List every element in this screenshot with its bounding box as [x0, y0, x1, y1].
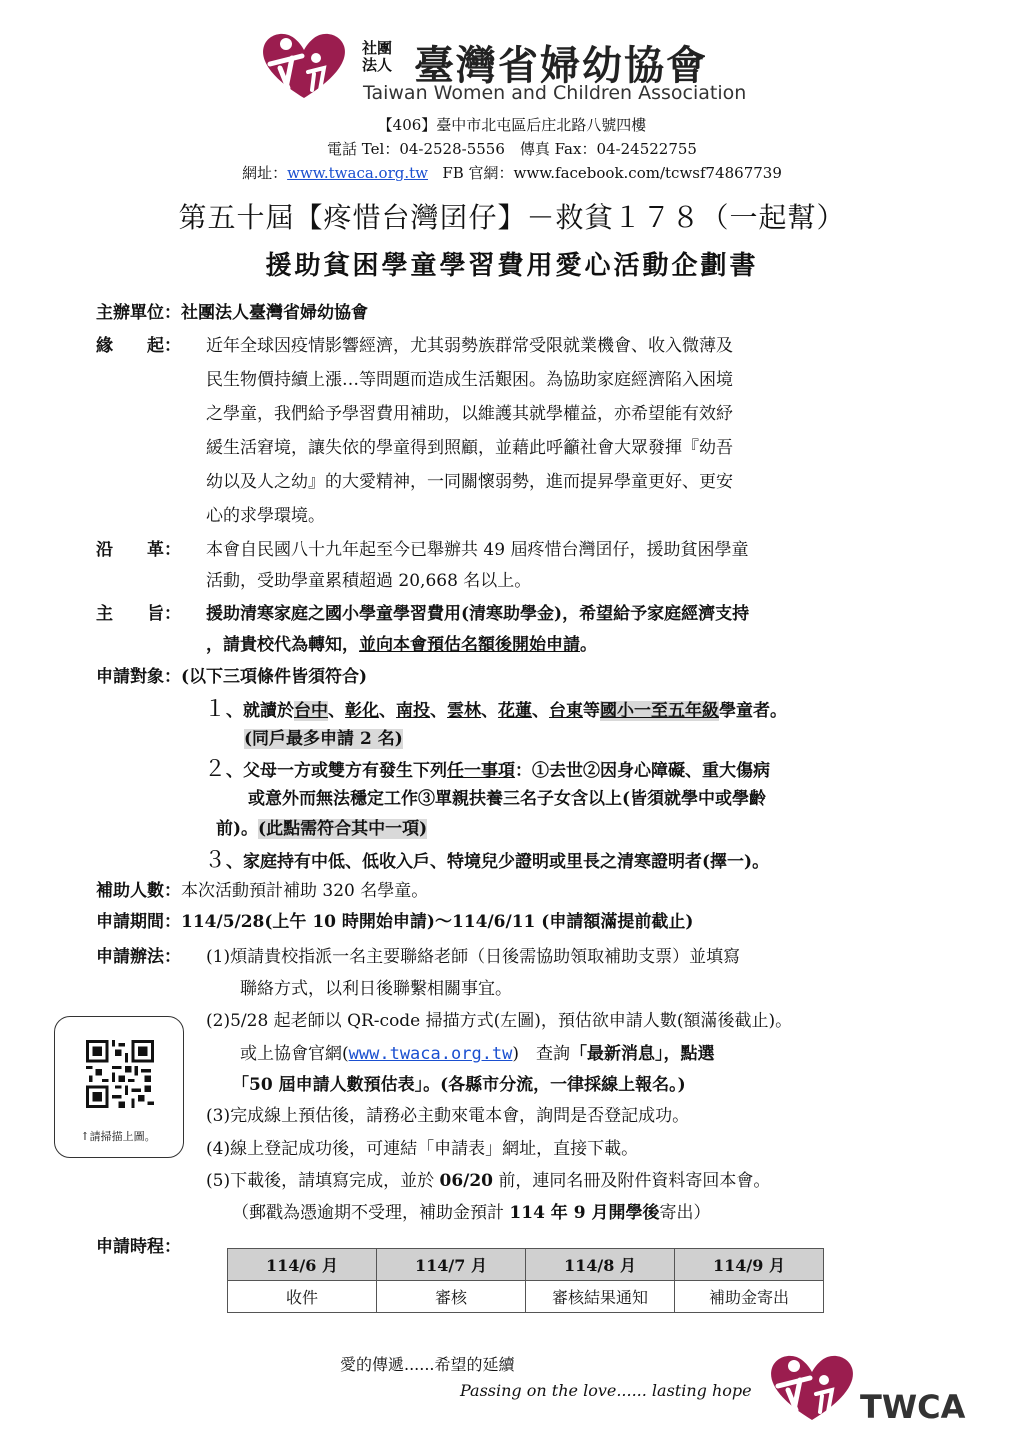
schedule-task-row	[228, 1281, 824, 1313]
item2-note: (此點需符合其中一項)	[258, 819, 428, 839]
step5-pre: (5)下載後，請填寫完成，並於	[206, 1171, 440, 1191]
period-label: 申請期間：	[96, 912, 181, 932]
county-taitung: 台東	[549, 701, 584, 721]
origin-line: 民生物價持續上漲…等問題而造成生活艱困。為協助家庭經濟陷入困境	[206, 370, 733, 390]
origin-line: 幼以及人之幼』的大愛精神，一同關懷弱勢，進而提昇學童更好、更安	[206, 472, 733, 492]
item1-mid: 等	[583, 701, 601, 721]
step5-note-pre: （郵戳為憑逾期不受理，補助金預計	[232, 1203, 510, 1223]
eligibility-item-1	[204, 694, 787, 727]
method-step-5-cont	[232, 1198, 710, 1229]
eligibility-item-2-line2: 或意外而無法穩定工作③單親扶養三名子女含以上(皆須就學中或學齡	[248, 789, 767, 809]
step2-mid: ) 查詢	[512, 1044, 571, 1064]
step5-post: 前，連同名冊及附件資料寄回本會。	[493, 1171, 771, 1191]
item-number: ３	[204, 848, 227, 873]
step5-send-time: 114 年 9 月開學後	[509, 1203, 660, 1223]
purpose-line2a: ，請貴校代為轉知，	[206, 635, 359, 655]
county-hualien: 花蓮	[498, 701, 533, 721]
twca-footer-logo-icon	[766, 1350, 858, 1422]
purpose-line2	[206, 630, 597, 661]
footer-slogan-en: Passing on the love...... lasting hope	[460, 1381, 752, 1400]
address: 【406】臺中市北屯區后庄北路八號四樓	[377, 116, 647, 134]
step2-latest-news: 「最新消息」，點選	[570, 1044, 715, 1064]
history-label: 沿 革：	[96, 540, 181, 560]
origin-line: 之學童，我們給予學習費用補助，以維護其就學權益，亦希望能有效紓	[206, 404, 733, 424]
schedule-month: 114/9 月	[675, 1249, 824, 1281]
quota-row	[96, 876, 428, 907]
qr-code-icon[interactable]	[86, 1040, 154, 1108]
sep: 、	[328, 701, 346, 721]
schedule-month: 114/7 月	[377, 1249, 526, 1281]
method-step-2-cont2: 「50 屆申請人數預估表」。(各縣市分流，一律採線上報名。)	[232, 1075, 686, 1095]
method-step-5	[206, 1166, 770, 1197]
history-line: 本會自民國八十九年起至今已舉辦共 49 屆疼惜台灣囝仔，援助貧困學童	[206, 540, 749, 560]
web-label: 網址：	[242, 164, 288, 182]
item-number: １	[204, 697, 227, 722]
purpose-apply-note: 並向本會預估名額後開始申請	[359, 635, 580, 655]
sep: 、	[379, 701, 397, 721]
twaca-website-link[interactable]: www.twaca.org.tw	[348, 1044, 513, 1064]
grade-range: 國小一至五年級	[600, 701, 720, 721]
schedule-label: 申請時程：	[96, 1237, 181, 1257]
item2-pre: 、父母一方或雙方有發生下列	[226, 761, 448, 781]
origin-line: 緩生活窘境，讓失依的學童得到照顧，並藉此呼籲社會大眾發揮『幼吾	[206, 438, 733, 458]
item-number: ２	[204, 757, 227, 782]
eligibility-item-2-line3	[216, 814, 427, 845]
org-prefix	[362, 40, 392, 74]
purpose-label: 主 旨：	[96, 604, 181, 624]
method-step-2: (2)5/28 起老師以 QR-code 掃描方式(左圖)，預估欲申請人數(額滿後截止)。	[206, 1011, 793, 1031]
period-value: 114/5/28(上午 10 時開始申請)～114/6/11 (申請額滿提前截止)	[181, 912, 694, 932]
item2-any: 任一事項	[447, 761, 516, 781]
org-prefix-line1: 社團	[362, 39, 393, 57]
org-name: 臺灣省婦幼協會	[414, 43, 708, 89]
county-yunlin: 雲林	[447, 701, 482, 721]
method-step-4: (4)線上登記成功後，可連結「申請表」網址，直接下載。	[206, 1139, 639, 1159]
schedule-month: 114/6 月	[228, 1249, 377, 1281]
quota-value: 本次活動預計補助 320 名學童。	[181, 881, 429, 901]
schedule-month: 114/8 月	[526, 1249, 675, 1281]
qr-caption: ↑請掃描上圖。	[80, 1130, 156, 1143]
eligibility-row	[96, 662, 367, 693]
step5-note-post: 寄出）	[659, 1203, 711, 1223]
schedule-task: 補助金寄出	[675, 1281, 824, 1313]
footer-slogan-zh: 愛的傳遞......希望的延續	[340, 1355, 515, 1374]
origin-line: 近年全球因疫情影響經濟，尤其弱勢族群常受限就業機會、收入微薄及	[206, 336, 733, 356]
web-line	[0, 162, 1024, 183]
organizer-value: 社團法人臺灣省婦幼協會	[181, 303, 368, 323]
schedule-header-row	[228, 1249, 824, 1281]
org-prefix-line2: 法人	[362, 56, 393, 74]
website-link[interactable]: www.twaca.org.tw	[287, 164, 428, 182]
sep: 、	[481, 701, 499, 721]
item2-line1-post: ：①去世②因身心障礙、重大傷病	[515, 761, 771, 781]
twca-brand-text: TWCA	[860, 1388, 966, 1426]
purpose-line2c: 。	[580, 635, 597, 655]
history-line: 活動，受助學童累積超過 20,668 名以上。	[206, 571, 532, 591]
schedule-task: 審核結果通知	[526, 1281, 675, 1313]
period-row	[96, 907, 693, 938]
method-label: 申請辦法：	[96, 947, 181, 967]
item2-line3a: 前)。	[216, 819, 259, 839]
doc-title-line1: 第五十屆【疼惜台灣囝仔】－救貧１７８（一起幫）	[178, 201, 846, 234]
schedule-task: 收件	[228, 1281, 377, 1313]
item3-text: 、家庭持有中低、低收入戶、特境兒少證明或里長之清寒證明者(擇一)。	[226, 852, 770, 872]
method-step-1: (1)煩請貴校指派一名主要聯絡老師（日後需協助領取補助支票）並填寫	[206, 947, 741, 967]
origin-line: 心的求學環境。	[206, 506, 325, 526]
phone-fax: 電話 Tel：04-2528-5556 傳真 Fax：04-24522755	[327, 140, 697, 158]
household-limit: (同戶最多申請 2 名)	[244, 729, 403, 749]
purpose-line1: 援助清寒家庭之國小學童學習費用(清寒助學金)，希望給予家庭經濟支持	[206, 604, 750, 624]
schedule-table	[227, 1248, 824, 1313]
sep: 、	[430, 701, 448, 721]
twca-logo-icon	[258, 28, 350, 100]
eligibility-item-2	[204, 754, 770, 787]
origin-label: 緣 起：	[96, 336, 181, 356]
county-taichung: 台中	[294, 701, 329, 721]
item1-post: 學童者。	[719, 701, 788, 721]
method-step-1-cont: 聯絡方式，以利日後聯繫相關事宜。	[240, 979, 512, 999]
schedule-task: 審核	[377, 1281, 526, 1313]
eligibility-item-1-sub	[244, 724, 403, 755]
facebook-info: FB 官網：www.facebook.com/tcwsf74867739	[442, 164, 782, 182]
organizer-row	[96, 298, 368, 329]
doc-title-line2: 援助貧困學童學習費用愛心活動企劃書	[265, 251, 759, 281]
county-nantou: 南投	[396, 701, 431, 721]
eligibility-item-3	[204, 845, 769, 878]
step2-pre: 或上協會官網(	[240, 1044, 349, 1064]
method-step-2-cont	[240, 1039, 715, 1070]
county-changhua: 彰化	[345, 701, 380, 721]
quota-label: 補助人數：	[96, 881, 181, 901]
item1-pre: 、就讀於	[226, 701, 295, 721]
sep: 、	[532, 701, 550, 721]
org-name-en: Taiwan Women and Children Association	[363, 82, 747, 104]
organizer-label: 主辦單位：	[96, 303, 181, 323]
eligibility-label: 申請對象：	[96, 667, 181, 687]
step5-deadline: 06/20	[439, 1171, 494, 1191]
method-step-3: (3)完成線上預估後，請務必主動來電本會，詢問是否登記成功。	[206, 1106, 690, 1126]
eligibility-note: (以下三項條件皆須符合)	[181, 667, 368, 687]
